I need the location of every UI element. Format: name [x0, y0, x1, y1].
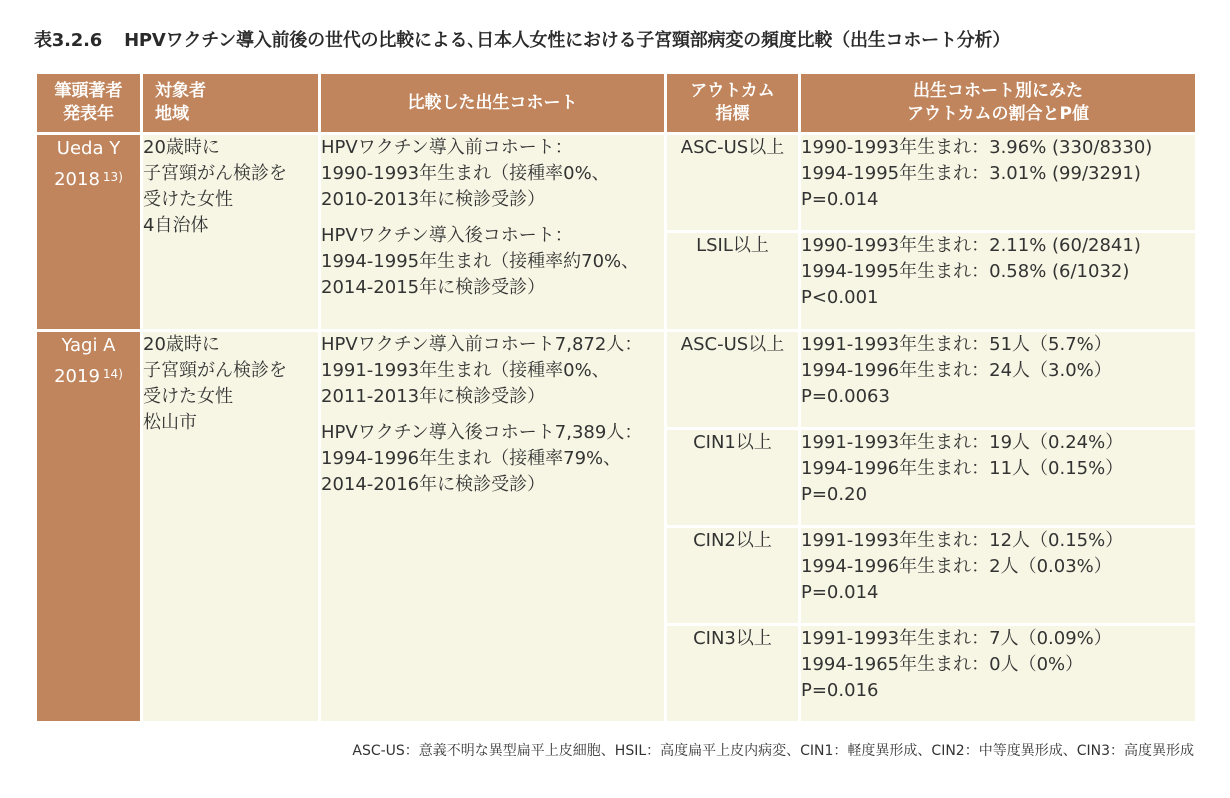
header-outcome: アウトカム 指標: [666, 73, 800, 134]
cohort-before: HPVワクチン導入前コホート7,872人： 1991-1993年生まれ（接種率0%、 2011-2013年に検診受診）: [321, 334, 643, 407]
table-row: [36, 331, 1197, 429]
author-cell: Yagi A 2019 $^{14)}$: [36, 331, 142, 723]
header-cohort: 比較した出生コホート: [320, 73, 666, 134]
outcome-cell: ASC-US以上: [666, 331, 800, 429]
header-author: 筆頭著者 発表年: [36, 73, 142, 134]
result-cell: 1991-1993年生まれ：12人（0.15%） 1994-1996年生まれ：2人（0.03%） P=0.014: [800, 527, 1197, 625]
footnote: ASC-US：意義不明な異型扁平上皮細胞、HSIL：高度扁平上皮内病変、CIN1：軽度異形成、CIN2：中等度異形成、CIN3：高度異形成: [352, 743, 1194, 759]
table-title-text: HPVワクチン導入前後の世代の比較による､日本人女性における子宮頸部病変の頻度比較（出生コホート分析）: [124, 30, 1011, 51]
result-cell: 1990-1993年生まれ：2.11% (60/2841) 1994-1995年生まれ：0.58% (6/1032) P<0.001: [800, 232, 1197, 331]
cohort-cell: [320, 331, 666, 723]
target-cell: 20歳時に 子宮頸がん検診を 受けた女性 4自治体: [142, 134, 320, 331]
table-number: 表3.2.6: [34, 30, 103, 51]
target-cell: 20歳時に 子宮頸がん検診を 受けた女性 松山市: [142, 331, 320, 723]
outcome-cell: CIN2以上: [666, 527, 800, 625]
table-title: [34, 26, 1010, 52]
cohort-before: HPVワクチン導入前コホート： 1990-1993年生まれ（接種率0%、 2010-2013年に検診受診）: [321, 137, 610, 210]
table-row: [36, 134, 1197, 232]
outcome-cell: CIN3以上: [666, 625, 800, 723]
cohort-after: HPVワクチン導入後コホート7,389人： 1994-1996年生まれ（接種率79%、 2014-2016年に検診受診）: [321, 422, 643, 495]
result-cell: 1990-1993年生まれ：3.96% (330/8330) 1994-1995年生まれ：3.01% (99/3291) P=0.014: [800, 134, 1197, 232]
header-target: 対象者 地域: [142, 73, 320, 134]
cohort-after: HPVワクチン導入後コホート： 1994-1995年生まれ（接種率約70%、 2014-2015年に検診受診）: [321, 225, 640, 298]
result-cell: 1991-1993年生まれ：19人（0.24%） 1994-1996年生まれ：11人（0.15%） P=0.20: [800, 429, 1197, 527]
result-cell: 1991-1993年生まれ：7人（0.09%） 1994-1965年生まれ：0人（0%） P=0.016: [800, 625, 1197, 723]
author-cell: Ueda Y 2018 $^{13)}$: [36, 134, 142, 331]
cohort-cell: [320, 134, 666, 331]
header-row: [36, 73, 1197, 134]
outcome-cell: CIN1以上: [666, 429, 800, 527]
outcome-cell: LSIL以上: [666, 232, 800, 331]
header-result: 出生コホート別にみた アウトカムの割合とP値: [800, 73, 1197, 134]
outcome-cell: ASC-US以上: [666, 134, 800, 232]
result-cell: 1991-1993年生まれ：51人（5.7%） 1994-1996年生まれ：24人（3.0%） P=0.0063: [800, 331, 1197, 429]
comparison-table: [34, 71, 1198, 724]
